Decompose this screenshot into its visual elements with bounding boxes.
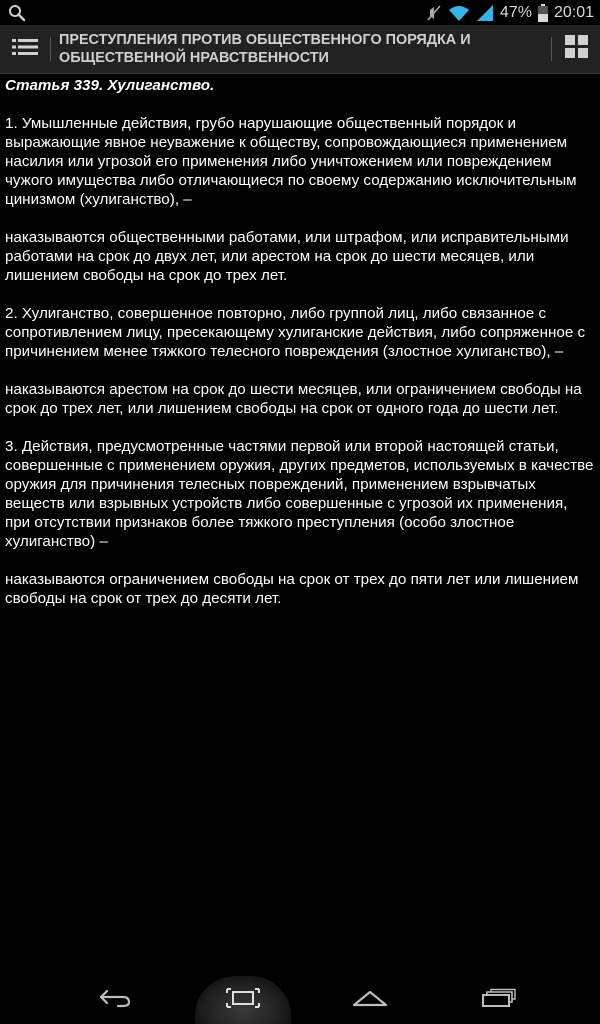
clock: 20:01 [553, 3, 594, 21]
grid-button[interactable] [553, 25, 600, 73]
article-paragraph: наказываются арестом на срок до шести месяцев, или ограничением свободы на срок до трех лет, или лишением свободы на срок от одного года до шести лет. [5, 381, 582, 417]
menu-button[interactable] [0, 25, 50, 73]
article-paragraph: наказываются общественными работами, или штрафом, или исправительными работами на срок до двух лет, или арестом на срок до шести месяцев, или лишением свободы на срок до трех лет. [5, 229, 569, 284]
status-icons [426, 0, 594, 25]
recent-apps-button[interactable] [467, 976, 531, 1024]
battery-icon [538, 4, 548, 22]
screenshot-button[interactable] [195, 976, 291, 1024]
home-button[interactable] [338, 976, 402, 1024]
signal-icon [476, 4, 494, 22]
navigation-bar [0, 976, 600, 1024]
mute-icon [426, 4, 442, 22]
wifi-icon [448, 4, 470, 22]
action-bar [0, 25, 600, 74]
article-content [5, 76, 595, 627]
article-paragraph: 1. Умышленные действия, грубо нарушающие общественный порядок и выражающие явное неуважение к обществу, сопровождающиеся применением насилия или угрозой его применения либо уничтожением или повреждением чужого имущества либо отличающиеся по своему содержанию исключительным цинизмом (хулиганство), – [5, 115, 577, 208]
menu-icon [12, 37, 38, 62]
article-paragraph: 3. Действия, предусмотренные частями первой или второй настоящей статьи, совершенные с применением оружия, других предметов, используемых в качестве оружия для причинения телесных повреждений, применением взрывчатых веществ или взрывных устройств либо совершенные с угрозой их применения, при отсутствии признаков более тяжкого преступления (особо злостное хулиганство) – [5, 438, 594, 550]
recent-apps-icon [481, 988, 517, 1013]
screenshot-icon [226, 988, 260, 1013]
grid-icon [565, 35, 589, 64]
page-title: ПРЕСТУПЛЕНИЯ ПРОТИВ ОБЩЕСТВЕННОГО ПОРЯДКА И ОБЩЕСТВЕННОЙ НРАВСТВЕННОСТИ [59, 32, 471, 66]
divider [50, 37, 51, 61]
article-paragraph: 2. Хулиганство, совершенное повторно, либо группой лиц, либо связанное с сопротивлением лицу, пресекающему хулиганские действия, либо сопряженное с причинением менее тяжкого телесного повреждения (злостное хулиганство), – [5, 305, 586, 360]
back-icon [98, 988, 132, 1013]
status-bar [0, 0, 600, 25]
back-button[interactable] [83, 976, 147, 1024]
article-title: Статья 339. Хулиганство. [5, 77, 215, 94]
battery-percent: 47% [499, 3, 532, 21]
article-paragraph: наказываются ограничением свободы на срок от трех до пяти лет или лишением свободы на срок от трех до десяти лет. [5, 571, 579, 607]
search-icon[interactable] [8, 4, 26, 22]
home-icon [352, 988, 388, 1013]
divider [551, 37, 552, 61]
